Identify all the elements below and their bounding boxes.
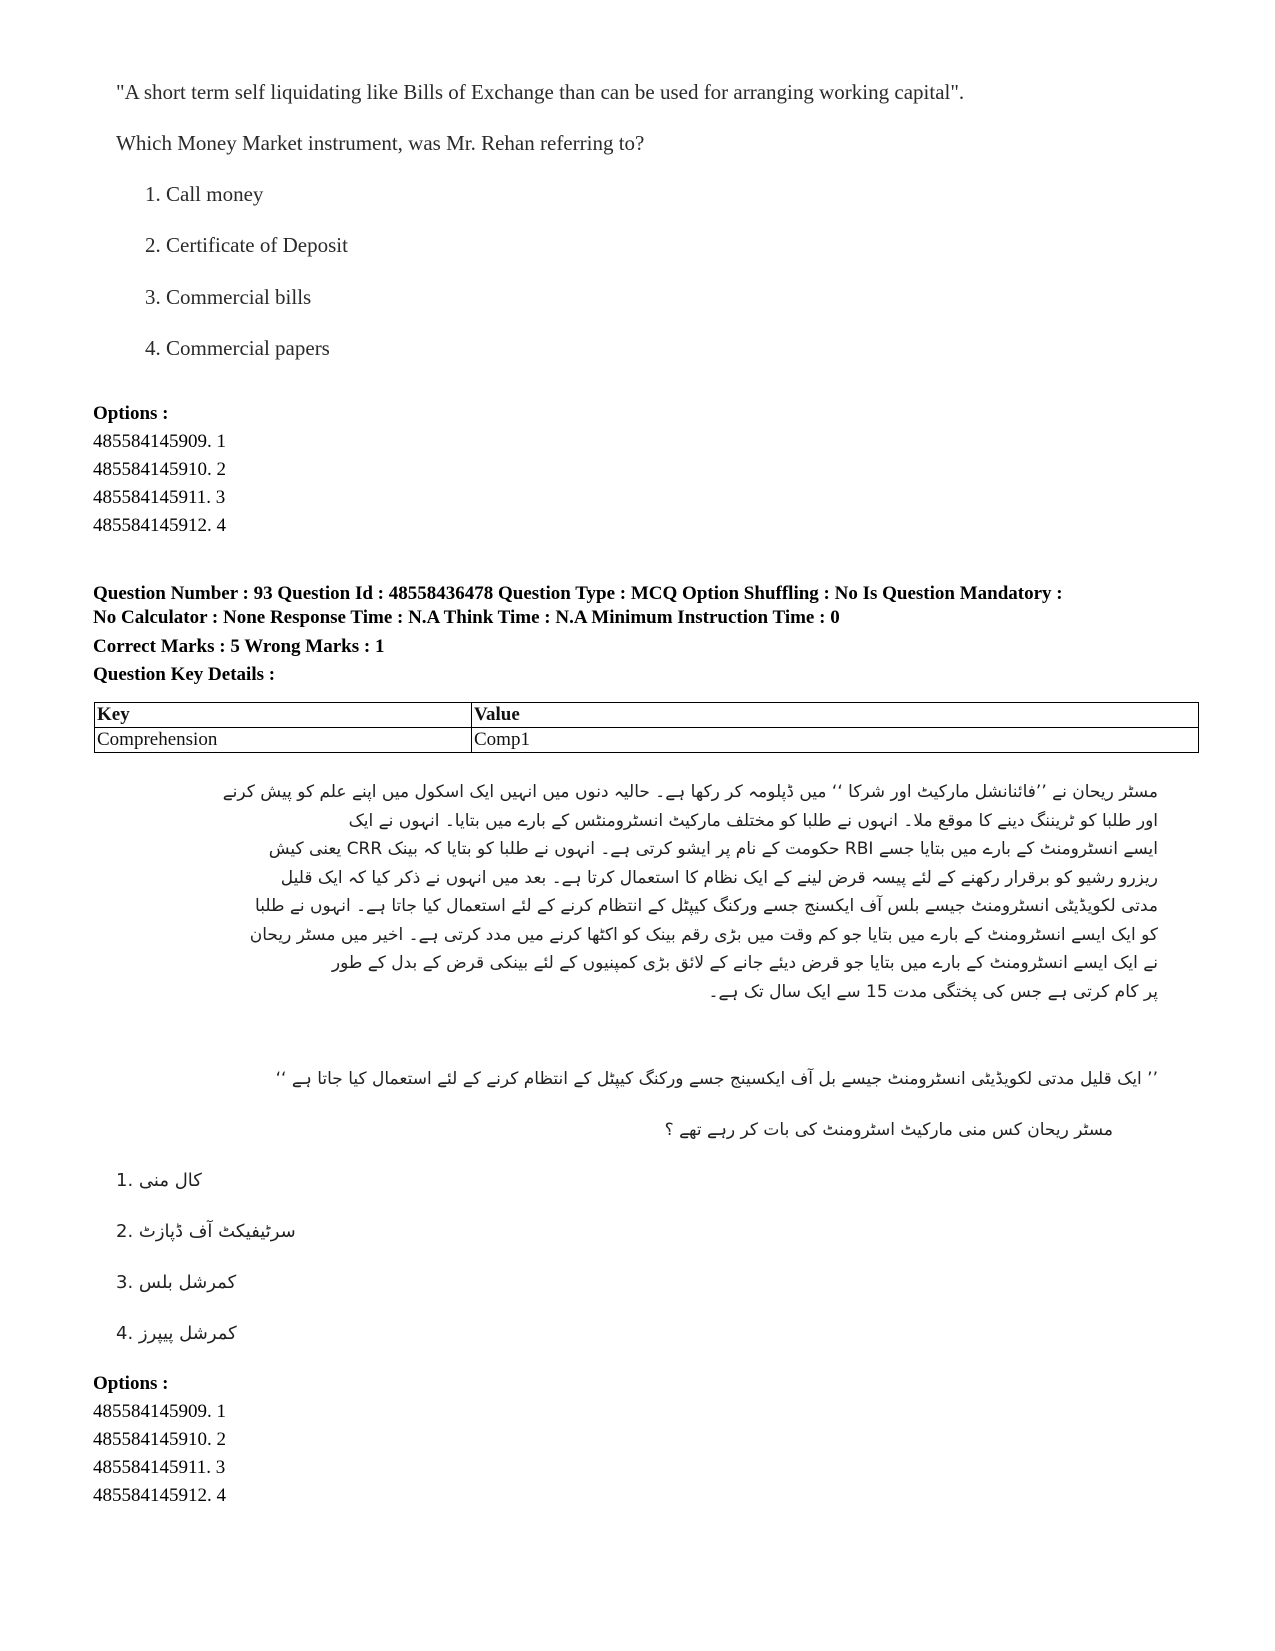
choice-item: 4. Commercial papers <box>145 336 330 360</box>
table-header-row <box>95 703 1199 728</box>
urdu-passage-line: ریزرو رشیو کو برقرار رکھنے کے لئے پیسہ قرض لینے کے ایک نظام کا استعمال کرتا ہے۔ بعد میں انہوں نے ذکر کیا کہ ایک قلیل <box>280 867 1158 888</box>
option-id: 485584145912. 4 <box>93 515 226 536</box>
question-text: Which Money Market instrument, was Mr. Rehan referring to? <box>116 131 645 155</box>
table-row <box>95 728 1199 753</box>
option-id: 485584145912. 4 <box>93 1485 226 1506</box>
table-header-key: Key <box>95 703 472 728</box>
urdu-quote: ’’ ایک قلیل مدتی لکویڈیٹی انسٹرومنٹ جیسے بل آف ایکسینج جسے ورکنگ کیپٹل کے انتظام کرنے کے لئے استعمال کیا جاتا ہے ‘‘ <box>275 1069 1158 1089</box>
options-heading: Options : <box>93 403 169 424</box>
question-quote: "A short term self liquidating like Bills of Exchange than can be used for arranging working capital". <box>116 80 965 104</box>
urdu-passage-line: مسٹر ریحان نے ’’فائنانشل مارکیٹ اور شرکا ‘‘ میں ڈپلومہ کر رکھا ہے۔ حالیہ دنوں میں انہیں ایک اسکول میں اپنے علم کو پیش کرنے <box>222 782 1158 802</box>
urdu-choice: کمرشل پیپرز .4 <box>116 1323 237 1344</box>
option-id: 485584145910. 2 <box>93 1429 226 1450</box>
option-id: 485584145909. 1 <box>93 1401 226 1422</box>
choice-item: 1. Call money <box>145 182 264 206</box>
option-id: 485584145911. 3 <box>93 487 226 508</box>
option-id: 485584145911. 3 <box>93 1457 226 1478</box>
urdu-passage <box>118 778 1158 1006</box>
table-header-value: Value <box>472 703 1199 728</box>
option-id: 485584145909. 1 <box>93 431 226 452</box>
urdu-choice: کال منی .1 <box>116 1170 202 1191</box>
marks-line: Correct Marks : 5 Wrong Marks : 1 <box>93 636 385 657</box>
choice-item: 3. Commercial bills <box>145 285 312 309</box>
urdu-passage-line: پر کام کرتی ہے جس کی پختگی مدت 15 سے ایک سال تک ہے۔ <box>708 981 1158 1002</box>
question-meta <box>93 582 1063 689</box>
urdu-choice: کمرشل بلس .3 <box>116 1272 237 1293</box>
key-details-table <box>94 702 1199 753</box>
urdu-passage-line: نے ایک ایسے انسٹرومنٹ کے بارے میں بتایا جو قرض دیئے جانے کے لائق بڑی کمپنیوں کے لئے بینکی قرض کے بدل کے طور <box>331 953 1158 973</box>
key-details-heading: Question Key Details : <box>93 664 276 685</box>
urdu-choice: سرٹیفیکٹ آف ڈپازٹ .2 <box>116 1221 296 1242</box>
options-block <box>93 400 226 540</box>
urdu-passage-line: ایسے انسٹرومنٹ کے بارے میں بتایا جسے RBI حکومت کے نام پر ایشو کرتی ہے۔ انہوں نے طلبا کو بتایا کہ بینک CRR یعنی کیش <box>268 839 1158 859</box>
urdu-passage-line: مدتی لکویڈیٹی انسٹرومنٹ جیسے بلس آف ایکسنج جسے ورکنگ کیپٹل کے انتظام کرنے کے لئے استعمال کیا جاتا ہے۔ انہوں نے طلبا <box>255 896 1158 916</box>
question-meta-line: No Calculator : None Response Time : N.A Think Time : N.A Minimum Instruction Time : 0 <box>93 607 840 628</box>
urdu-question: مسٹر ریحان کس منی مارکیٹ اسٹرومنٹ کی بات کر رہے تھے ؟ <box>664 1120 1113 1140</box>
urdu-passage-line: اور طلبا کو ٹریننگ دینے کا موقع ملا۔ انہوں نے طلبا کو مختلف مارکیٹ انسٹرومنٹس کے بارے میں بتایا۔ انہوں نے ایک <box>348 810 1158 831</box>
options-block <box>93 1370 226 1510</box>
option-id: 485584145910. 2 <box>93 459 226 480</box>
table-cell: Comprehension <box>95 728 472 753</box>
table-cell: Comp1 <box>472 728 1199 753</box>
urdu-passage-line: کو ایک ایسے انسٹرومنٹ کے بارے میں بتایا جو کم وقت میں بڑی رقم بینک کو اکٹھا کرنے میں مدد کرتی ہے۔ اخیر میں مسٹر ریحان <box>249 924 1158 945</box>
question-meta-line: Question Number : 93 Question Id : 48558436478 Question Type : MCQ Option Shuffling : No Is Question Mandatory : <box>93 583 1063 604</box>
options-heading: Options : <box>93 1373 169 1394</box>
choice-item: 2. Certificate of Deposit <box>145 233 348 257</box>
